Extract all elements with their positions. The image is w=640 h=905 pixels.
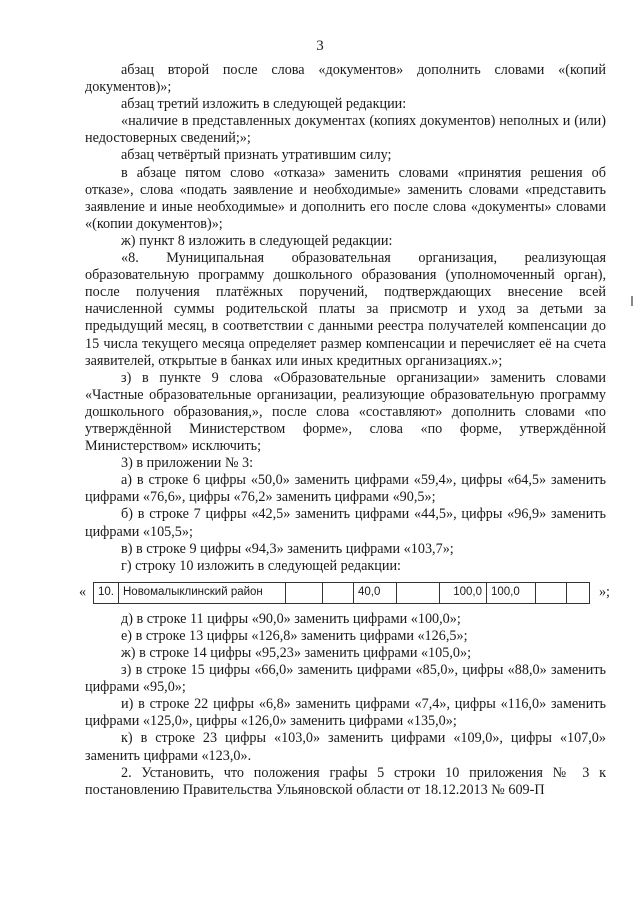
paragraph: ж) пункт 8 изложить в следующей редакции:: [121, 232, 393, 249]
paragraph: абзац четвёртый признать утратившим силу;: [121, 147, 392, 164]
paragraphs-before-table: [85, 62, 606, 575]
paragraph: е) в строке 13 цифры «126,8» заменить цифрами «126,5»;: [121, 627, 468, 644]
inserted-table: [93, 582, 590, 604]
paragraph: «8. Муниципальная образовательная организация, реализующая образовательную программу дошкольного образования (уполномоченный орган), после получения платёжных поручений, подтверждающих внесение всей начисленной суммы родительской платы за присмотр и уход за детьми за предыдущий месяц, в соответствии с данными реестра получателей компенсации до 15 числа текущего месяца определяет размер компенсации и перечисляет её на счета заявителей, открытые в банках или иных кредитных организациях.»;: [85, 250, 606, 369]
empty-cell: [397, 582, 440, 603]
table-row-10: [79, 575, 610, 611]
paragraph: в абзаце пятом слово «отказа» заменить словами «принятия решения об отказе», слова «подать заявление и необходимые» заменить словами «представить заявление и иные необходимые» и дополнить его после слова «документы» словами «(копии документов)»;: [85, 164, 606, 232]
paragraph: абзац второй после слова «документов» дополнить словами «(копий документов)»;: [85, 62, 606, 96]
paragraph: г) строку 10 изложить в следующей редакции:: [121, 557, 401, 574]
paragraph: д) в строке 11 цифры «90,0» заменить цифрами «100,0»;: [121, 610, 461, 627]
empty-cell: [323, 582, 354, 603]
value-cell: 100,0: [440, 582, 487, 603]
paragraph: в) в строке 9 цифры «94,3» заменить цифрами «103,7»;: [121, 540, 454, 557]
paragraph: и) в строке 22 цифры «6,8» заменить цифрами «7,4», цифры «116,0» заменить цифрами «125,0», цифры «126,0» заменить цифрами «135,0»;: [85, 696, 606, 730]
paragraph: з) в пункте 9 слова «Образовательные организации» заменить словами «Частные образовательные организации, реализующие образовательную программу дошкольного образования,», после слова «составляют» дополнить словами «по утверждённой Министерством форме», слова «по форме, утверждённой Министерством» исключить;: [85, 369, 606, 455]
paragraph: а) в строке 6 цифры «50,0» заменить цифрами «59,4», цифры «64,5» заменить цифрами «76,6», цифры «76,2» заменить цифрами «90,5»;: [85, 472, 606, 506]
empty-cell: [567, 582, 590, 603]
close-quote: »;: [598, 584, 610, 601]
page-number: 3: [316, 38, 324, 54]
margin-mark: [631, 296, 633, 306]
open-quote: «: [79, 584, 87, 601]
paragraph: ж) в строке 14 цифры «95,23» заменить цифрами «105,0»;: [121, 645, 472, 661]
district-name-cell: Новомалыклинский район: [119, 582, 286, 603]
paragraphs-after-table: [85, 611, 606, 799]
document-body: [79, 62, 610, 799]
paragraph: з) в строке 15 цифры «66,0» заменить цифрами «85,0», цифры «88,0» заменить цифрами «95,0»;: [85, 662, 606, 696]
paragraph: «наличие в представленных документах (копиях документов) неполных и (или) недостоверных сведений;»;: [85, 113, 606, 147]
paragraph: б) в строке 7 цифры «42,5» заменить цифрами «44,5», цифры «96,9» заменить цифрами «105,5»;: [85, 506, 606, 540]
paragraph: 2. Установить, что положения графы 5 строки 10 приложения № 3 к постановлению Правительства Ульяновской области от 18.12.2013 № 609-П: [85, 764, 606, 798]
empty-cell: [286, 582, 323, 603]
paragraph: абзац третий изложить в следующей редакции:: [121, 96, 407, 113]
row-number-cell: 10.: [94, 582, 119, 603]
paragraph: 3) в приложении № 3:: [121, 455, 254, 472]
value-cell: 40,0: [354, 582, 397, 603]
paragraph: к) в строке 23 цифры «103,0» заменить цифрами «109,0», цифры «107,0» заменить цифрами «123,0».: [85, 730, 606, 764]
value-cell: 100,0: [487, 582, 536, 603]
empty-cell: [536, 582, 567, 603]
